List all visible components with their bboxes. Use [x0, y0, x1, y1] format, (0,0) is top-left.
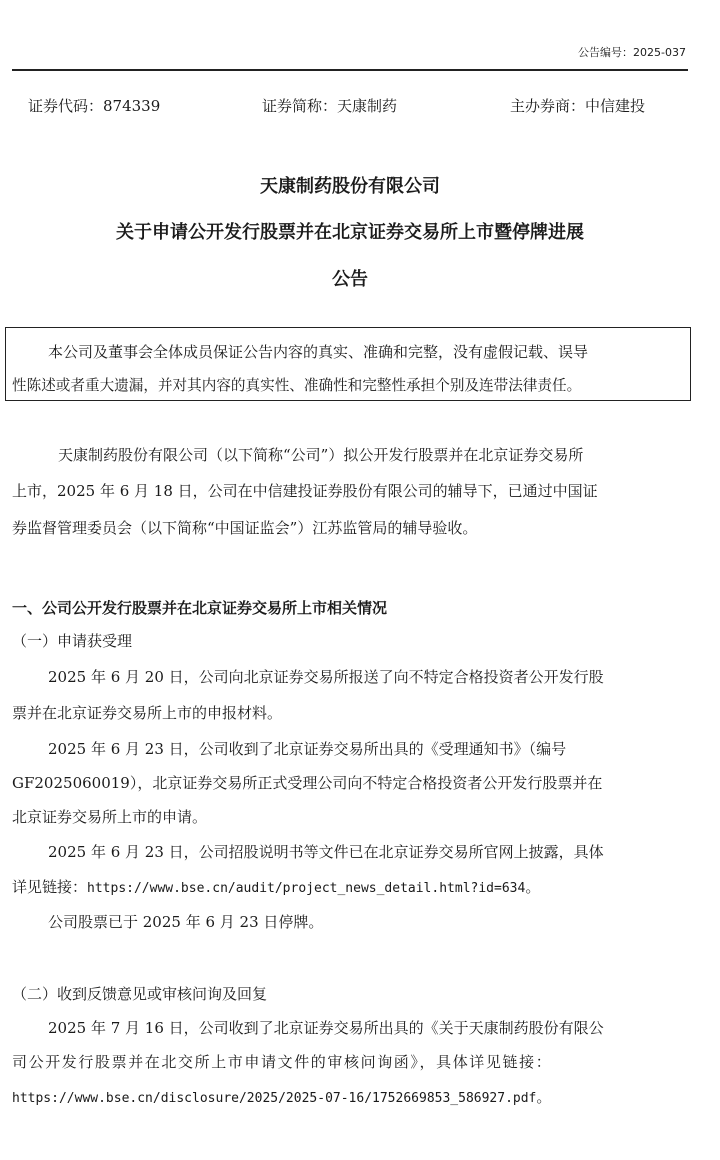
subsection-1-heading: （一）申请获受理 [12, 632, 133, 650]
notice-number: 公告编号：2025-037 [578, 46, 686, 59]
section-1-heading: 一、公司公开发行股票并在北京证券交易所上市相关情况 [12, 599, 388, 617]
para-2-line-1: 2025 年 6 月 23 日，公司收到了北京证券交易所出具的《受理通知书》（编号 [48, 740, 567, 758]
para-2-line-3: 北京证券交易所上市的申请。 [12, 808, 208, 826]
para-4: 公司股票已于 2025 年 6 月 23 日停牌。 [48, 913, 324, 931]
security-abbreviation: 证券简称：天康制药 [262, 97, 398, 115]
subsection-2-heading: （二）收到反馈意见或审核问询及回复 [12, 985, 268, 1003]
para-2-line-2: GF2025060019），北京证券交易所正式受理公司向不特定合格投资者公开发行股票并在 [12, 774, 603, 792]
para-3-line-1: 2025 年 6 月 23 日，公司招股说明书等文件已在北京证券交易所官网上披露，具体 [48, 843, 604, 861]
intro-line-2: 上市，2025 年 6 月 18 日，公司在中信建投证券股份有限公司的辅导下，已通过中国证 [12, 482, 598, 500]
company-title: 天康制药股份有限公司 [260, 176, 440, 197]
intro-line-1: 天康制药股份有限公司（以下简称“公司”）拟公开发行股票并在北京证券交易所 [58, 446, 584, 464]
link-suffix: 。 [525, 878, 541, 896]
para-5-line-2: 司公开发行股票并在北交所上市申请文件的审核问询函》，具体详见链接： [12, 1053, 553, 1071]
link-prefix: 详见链接： [12, 878, 88, 896]
announcement-label: 公告 [332, 269, 368, 290]
para-5-line-1: 2025 年 7 月 16 日，公司收到了北京证券交易所出具的《关于天康制药股份有限公 [48, 1019, 604, 1037]
security-code: 证券代码：874339 [28, 97, 161, 115]
link-suffix-2: 。 [536, 1088, 552, 1106]
para-1-line-2: 票并在北京证券交易所上市的申报材料。 [12, 704, 283, 722]
inquiry-letter-link[interactable]: https://www.bse.cn/disclosure/2025/2025-07-16/1752669853_586927.pdf [12, 1091, 537, 1106]
header-rule [12, 69, 688, 71]
para-3-line-2 [12, 876, 540, 897]
disclaimer-line-1: 本公司及董事会全体成员保证公告内容的真实、准确和完整，没有虚假记载、误导 [48, 343, 589, 361]
sponsor-broker: 主办券商：中信建投 [510, 97, 646, 115]
intro-line-3: 券监督管理委员会（以下简称“中国证监会”）江苏监管局的辅导验收。 [12, 519, 478, 537]
para-5-line-3 [12, 1086, 551, 1107]
para-1-line-1: 2025 年 6 月 20 日，公司向北京证券交易所报送了向不特定合格投资者公开发行股 [48, 668, 604, 686]
announcement-title: 关于申请公开发行股票并在北京证券交易所上市暨停牌进展 [116, 222, 584, 243]
disclaimer-line-2: 性陈述或者重大遗漏，并对其内容的真实性、准确性和完整性承担个别及连带法律责任。 [12, 377, 582, 394]
project-news-link[interactable]: https://www.bse.cn/audit/project_news_detail.html?id=634 [87, 881, 526, 896]
